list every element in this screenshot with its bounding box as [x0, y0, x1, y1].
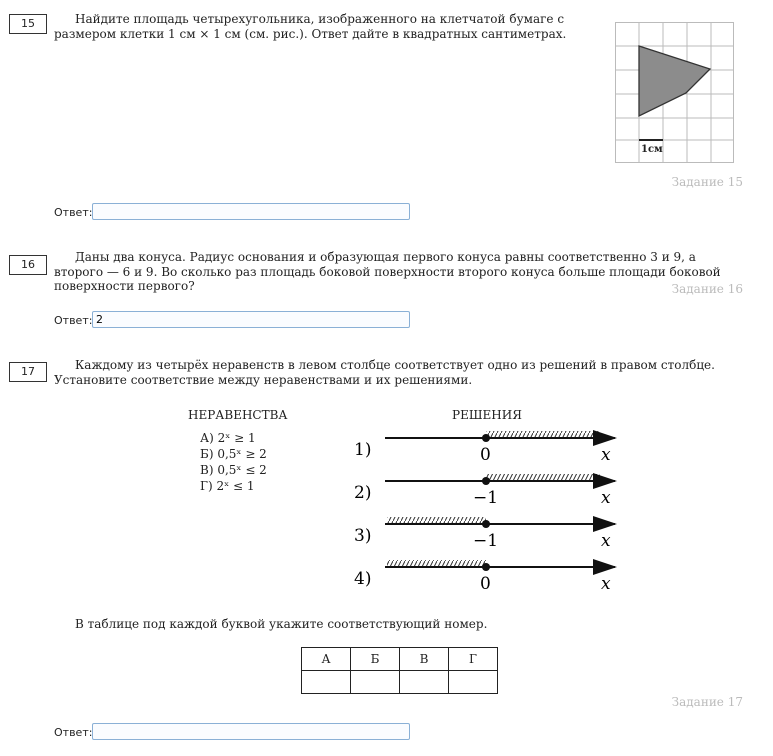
solution-3: [354, 517, 615, 551]
table-cell-v[interactable]: [400, 671, 449, 694]
solutions-header: РЕШЕНИЯ: [452, 408, 522, 422]
quadrilateral-grid-figure: [615, 22, 737, 164]
inequality-a-letter: А): [200, 431, 214, 445]
question-number-15: 15: [9, 14, 47, 34]
answer-input-15[interactable]: [92, 203, 410, 220]
answer-label-17: Ответ:: [54, 726, 93, 739]
solution-1-point: 0: [480, 445, 491, 465]
question-15-text: Найдите площадь четырехугольника, изображенного на клетчатой бумаге с размером клетки 1 см × 1 см (см. рис.). Ответ дайте в квадратных сантиметрах.: [54, 12, 567, 41]
task-tag-17: Задание 17: [671, 695, 743, 709]
solution-1-label: 1): [354, 440, 372, 460]
solution-2: [354, 474, 615, 508]
task-tag-15: Задание 15: [671, 175, 743, 189]
inequality-g-expr: 2ˣ ≤ 1: [216, 479, 255, 493]
inequality-b-expr: 0,5ˣ ≥ 2: [217, 447, 267, 461]
question-16-text: Даны два конуса. Радиус основания и образующая первого конуса равны соответственно 3 и 9, а второго — 6 и 9. Во сколько раз площадь боковой поверхности второго конуса больше площади боковой поверхности первого?: [54, 250, 721, 293]
inequality-v-letter: В): [200, 463, 214, 477]
answer-label-16: Ответ:: [54, 314, 93, 327]
inequality-b-letter: Б): [200, 447, 214, 461]
task-tag-16: Задание 16: [671, 282, 743, 296]
table-cell-a[interactable]: [302, 671, 351, 694]
inequalities-header: НЕРАВЕНСТВА: [188, 408, 288, 422]
solution-4-label: 4): [354, 569, 372, 589]
solutions-figure: [345, 425, 625, 597]
table-instruction: В таблице под каждой буквой укажите соответствующий номер.: [75, 617, 488, 631]
solution-4-point: 0: [480, 574, 491, 594]
question-17-text: Каждому из четырёх неравенств в левом столбце соответствует одно из решений в правом столбце. Установите соответствие между неравенствами и их решениями.: [54, 358, 715, 387]
solution-4: [354, 560, 615, 594]
table-cell-g[interactable]: [449, 671, 498, 694]
inequality-v-expr: 0,5ˣ ≤ 2: [217, 463, 267, 477]
question-number-17: 17: [9, 362, 47, 382]
table-header-a: А: [302, 648, 351, 671]
solution-3-label: 3): [354, 526, 372, 546]
solution-2-point: −1: [473, 488, 499, 508]
question-number-16: 16: [9, 255, 47, 275]
inequality-a-expr: 2ˣ ≥ 1: [217, 431, 256, 445]
solution-1-axis: x: [601, 445, 611, 465]
inequality-b: [200, 446, 267, 462]
table-header-b: Б: [351, 648, 400, 671]
table-header-v: В: [400, 648, 449, 671]
answer-label-15: Ответ:: [54, 206, 93, 219]
solution-4-axis: x: [601, 574, 611, 594]
answer-input-17[interactable]: [92, 723, 410, 740]
table-header-g: Г: [449, 648, 498, 671]
solution-2-label: 2): [354, 483, 372, 503]
answer-input-16[interactable]: [92, 311, 410, 328]
inequality-a: [200, 430, 256, 446]
solution-1: [354, 431, 615, 465]
inequality-g-letter: Г): [200, 479, 213, 493]
scale-label: 1см: [641, 144, 663, 155]
solution-3-axis: x: [601, 531, 611, 551]
inequality-v: [200, 462, 267, 478]
solution-3-point: −1: [473, 531, 499, 551]
inequality-g: [200, 478, 255, 494]
answer-table: [301, 647, 498, 694]
table-cell-b[interactable]: [351, 671, 400, 694]
solution-2-axis: x: [601, 488, 611, 508]
